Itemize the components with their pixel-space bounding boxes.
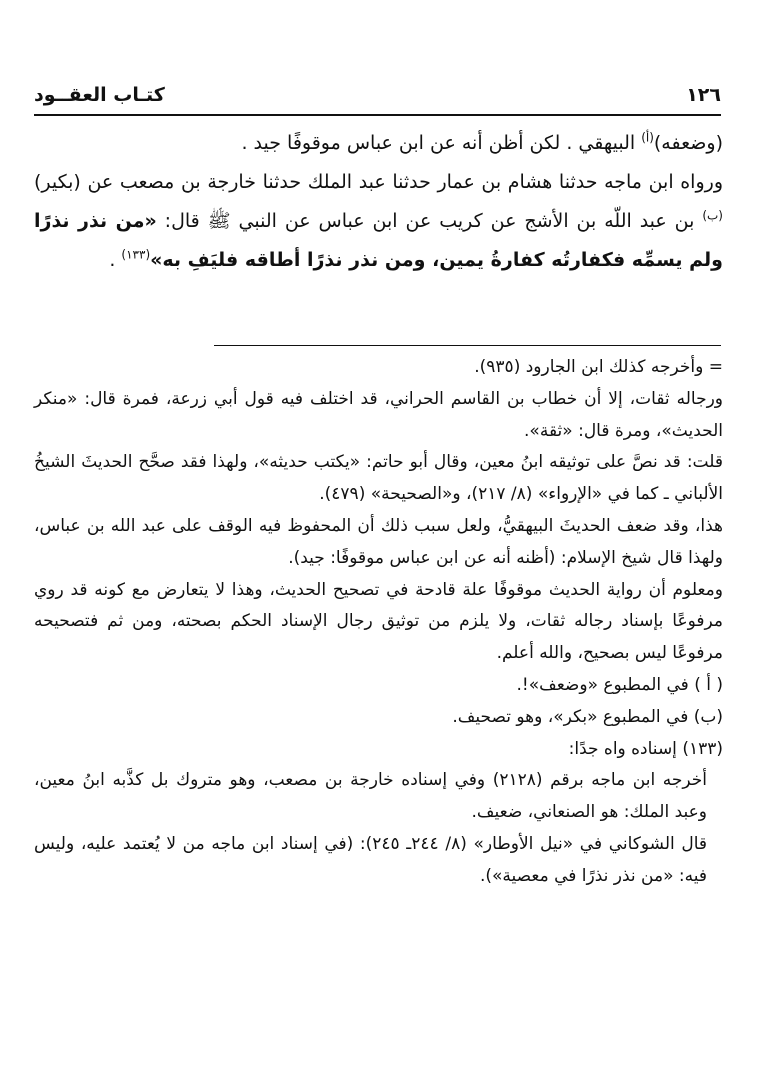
main-p2-start: ورواه ابن ماجه حدثنا هشام بن عمار حدثنا عبد الملك حدثنا خارجة بن مصعب عن (بكير) — [34, 171, 723, 193]
footnote-continuation: = وأخرجه كذلك ابن الجارود (٩٣٥). — [474, 357, 723, 377]
footnote-133-heading: (١٣٣) إسناده واه جدًا: — [568, 738, 723, 759]
main-text — [34, 124, 723, 280]
footnote-paragraph: قلت: قد نصَّ على توثيقه ابنُ معين، وقال أبو حاتم: «يكتب حديثه»، ولهذا فقد صحَّح الحديثَ الشيخُ الألباني ـ كما في «الإرواء» (٨/ ٢١٧)، و«الصحيحة» (٤٧٩). — [34, 452, 723, 505]
main-p1-start: (وضعفه) — [653, 132, 723, 154]
main-paragraph-2 — [34, 163, 723, 280]
main-p2-middle: بن عبد اللّه بن الأشج عن كريب عن ابن عباس عن النبي ﷺ قال: — [156, 210, 703, 232]
note-marker-a: (أ) — [641, 130, 654, 145]
footnote-divider — [214, 345, 721, 346]
footnote-b: (ب) في المطبوع «بكر»، وهو تصحيف. — [452, 706, 723, 727]
main-p1-end: البيهقي . لكن أظن أنه عن ابن عباس موقوفًا جيد . — [241, 132, 642, 154]
footnote-a: ( أ ) في المطبوع «وضعف»!. — [516, 674, 723, 695]
book-title: كتـاب العقــود — [34, 84, 165, 106]
footnote-133-text: قال الشوكاني في «نيل الأوطار» (٨/ ٢٤٤ـ ٢٤٥): (في إسناد ابن ماجه من لا يُعتمد عليه، وليس فيه: «من نذر نذرًا في معصية»). — [34, 833, 708, 886]
footnote-133-text: أخرجه ابن ماجه برقم (٢١٢٨) وفي إسناده خارجة بن مصعب، وهو متروك بل كذَّبه ابنُ معين، وعبد الملك: هو الصنعاني، ضعيف. — [34, 770, 708, 823]
footnote-paragraph: ورجاله ثقات، إلا أن خطاب بن القاسم الحراني، قد اختلف فيه قول أبي زرعة، فمرة قال: «منكر الحديث»، ومرة قال: «ثقة». — [34, 388, 723, 441]
page-number: ١٢٦ — [686, 84, 721, 106]
main-paragraph-1 — [34, 124, 723, 163]
hadith-quote: «من نذر نذرًا ولم يسمِّه فكفارتُه كفارةُ يمين، ومن نذر نذرًا أطاقه فليَفِ به» — [34, 210, 723, 271]
main-p2-end: . — [109, 249, 122, 271]
footnote-paragraph: هذا، وقد ضعف الحديثَ البيهقيُّ، ولعل سبب ذلك أن المحفوظ فيه الوقف على عبد الله بن عباس، ولهذا قال شيخ الإسلام: (أظنه أنه عن ابن عباس موقوفًا: جيد). — [34, 515, 723, 568]
header-divider — [34, 114, 721, 116]
footnote-paragraph: ومعلوم أن رواية الحديث موقوفًا علة قادحة في تصحيح الحديث، وهذا لا يتعارض مع كونه قد روي مرفوعًا بإسناد رجاله ثقات، ولا يلزم من توثيق رجال الإسناد الحكم بصحته، ومن ثم فتصحيحه مرفوعًا ليس بصحيح، والله أعلم. — [34, 579, 723, 664]
footnotes — [34, 352, 723, 893]
page-header — [34, 78, 721, 112]
note-marker-133: (١٣٣) — [121, 247, 151, 262]
note-marker-b: (ب) — [702, 208, 723, 223]
